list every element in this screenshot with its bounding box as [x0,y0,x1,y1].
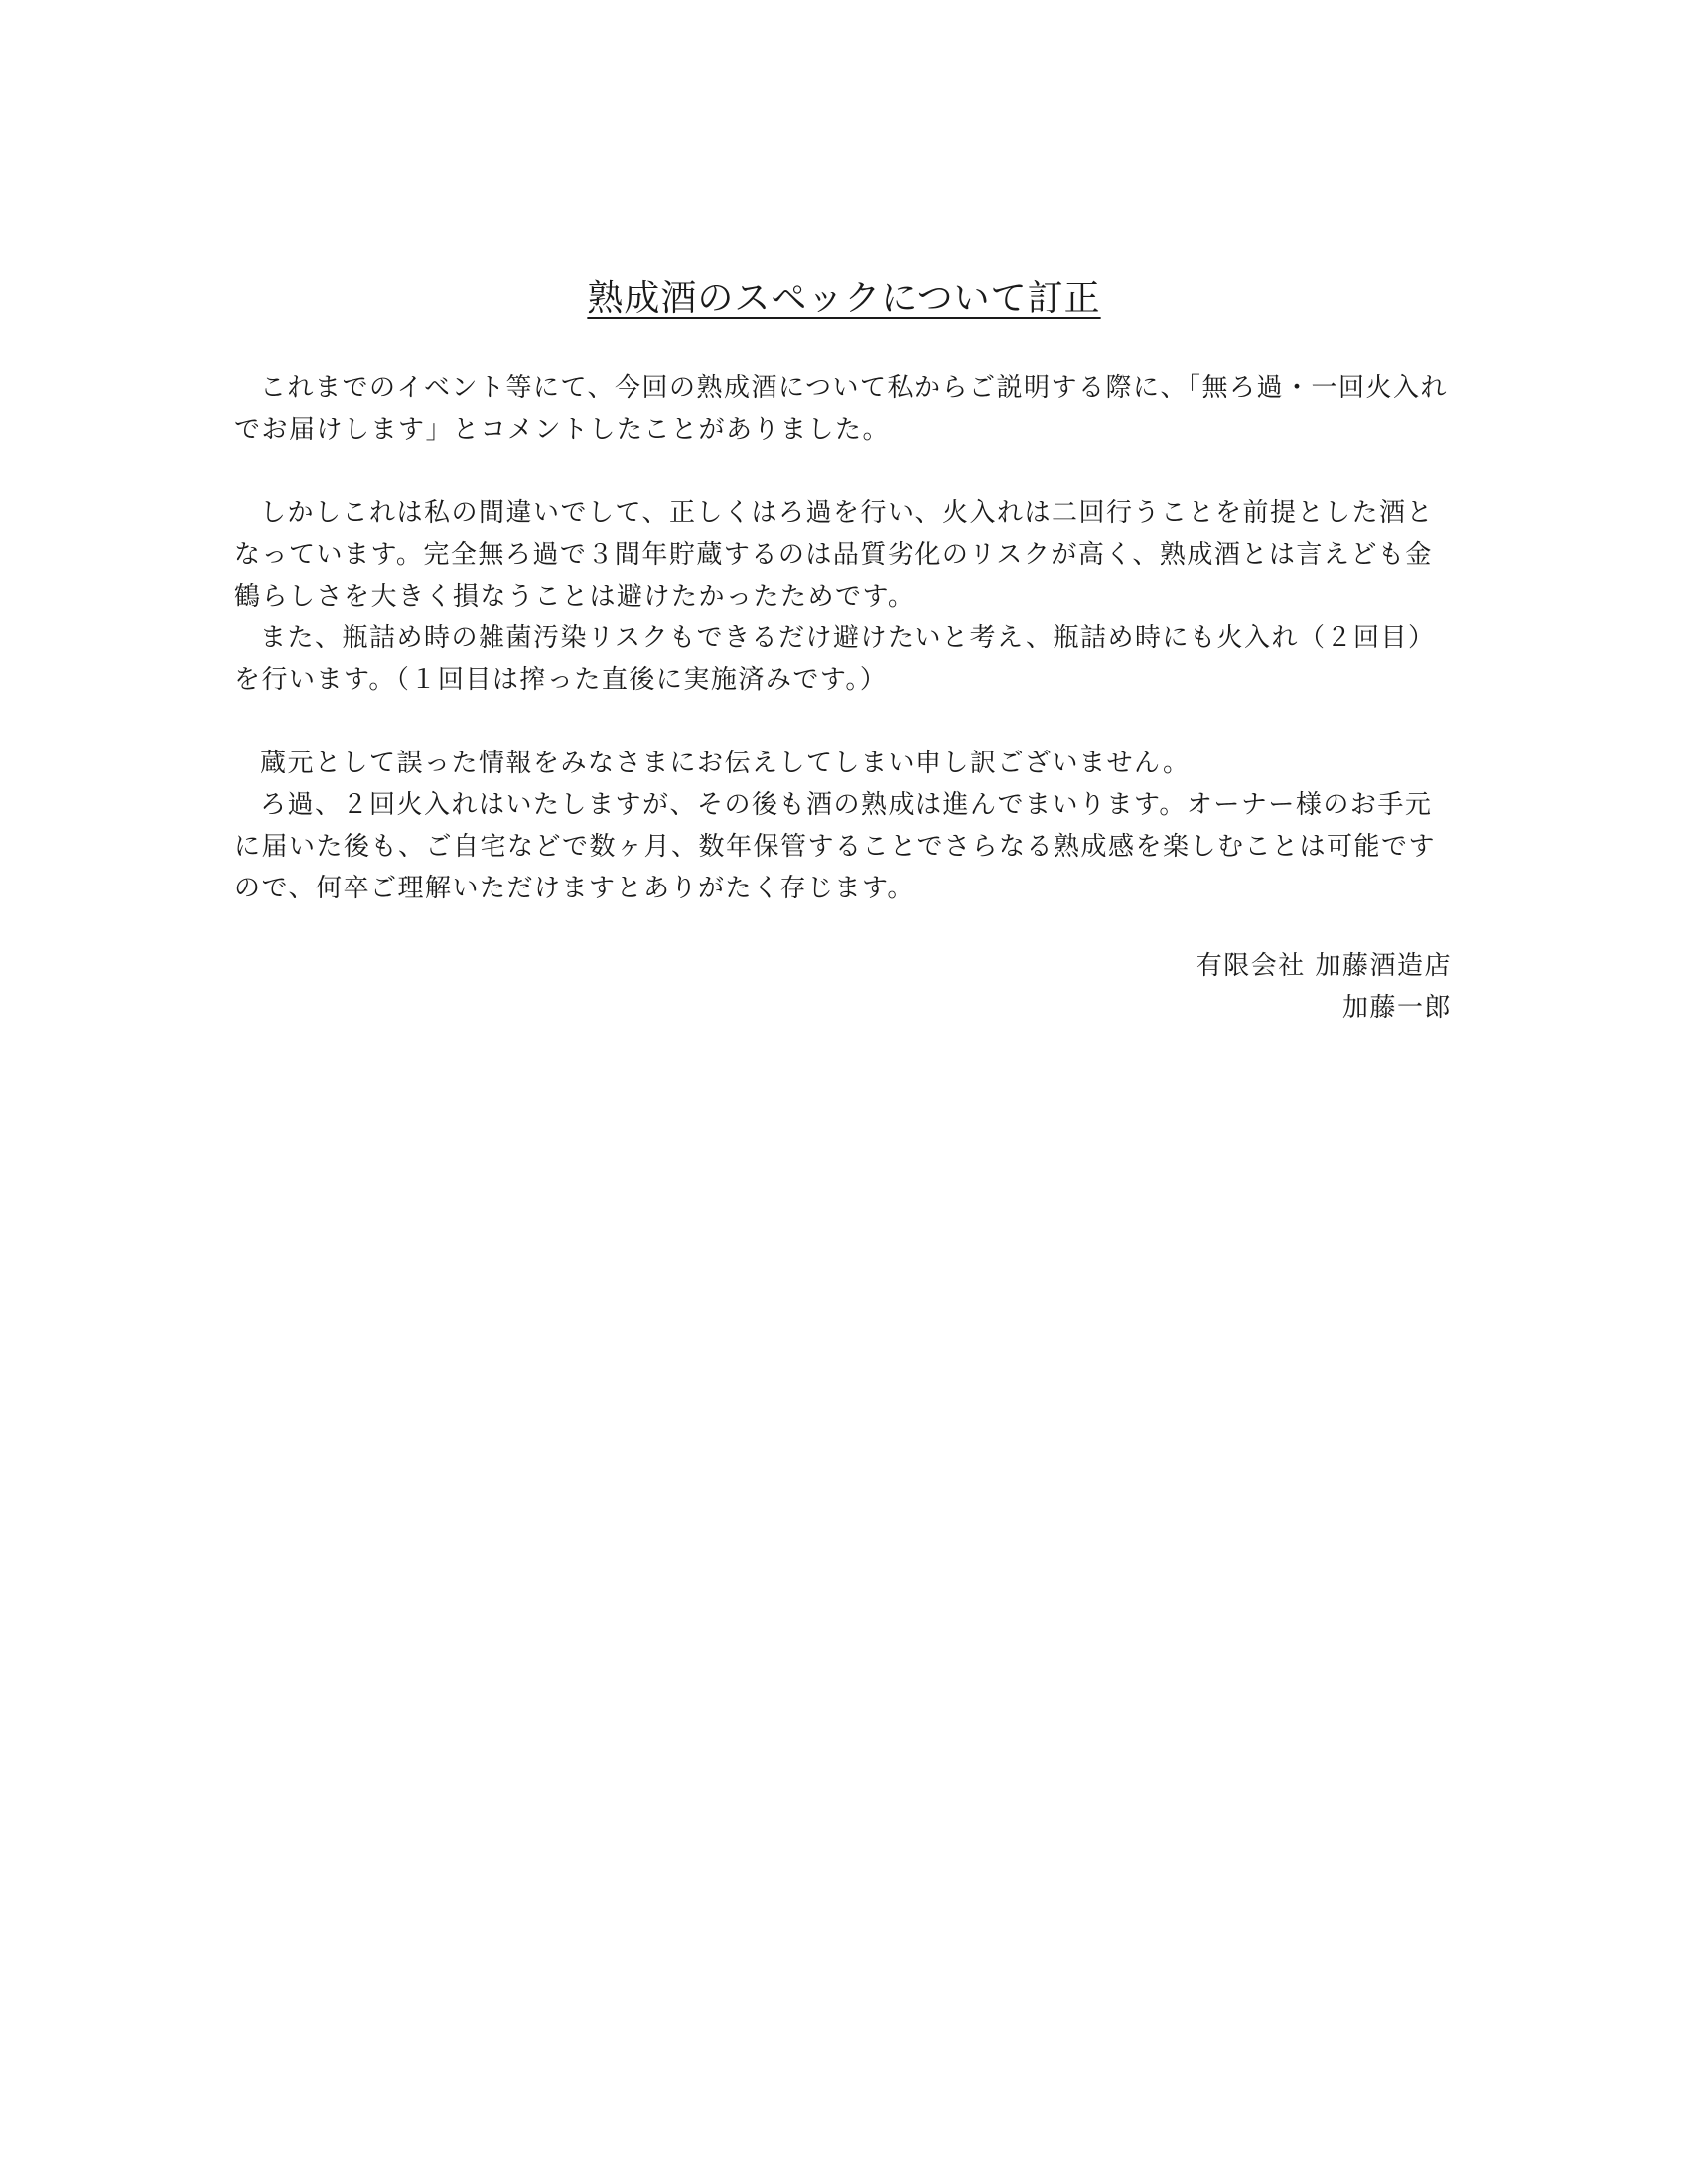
paragraph-spacer [234,701,1456,743]
signature-name: 加藤一郎 [1341,993,1452,1023]
paragraph-1: これまでのイベント等にて、今回の熟成酒について私からご説明する際に、「無ろ過・一回火入れでお届けします」とコメントしたことがありました。 [234,373,1448,445]
document-title [0,272,1688,326]
signature-block [993,945,1452,1028]
paragraph-4: 蔵元として誤った情報をみなさまにお伝えしてしまい申し訳ございません。 [260,749,1191,778]
paragraph-5: ろ過、２回火入れはいたしますが、その後も酒の熟成は進んでまいります。オーナー様のお手元に届いた後も、ご自宅などで数ヶ月、数年保管することでさらなる熟成感を楽しむことは可能ですので、何卒ご理解いただけますとありがたく存じます。 [234,790,1437,903]
signature-company: 有限会社 加藤酒造店 [1196,951,1452,981]
paragraph-3: また、瓶詰め時の雑菌汚染リスクもできるだけ避けたいと考え、瓶詰め時にも火入れ（２回目）を行います。（１回目は搾った直後に実施済みです。） [234,623,1436,695]
document-title-text: 熟成酒のスペックについて訂正 [587,278,1101,319]
paragraph-spacer [234,451,1456,492]
document-body [234,367,1456,909]
paragraph-2: しかしこれは私の間違いでして、正しくはろ過を行い、火入れは二回行うことを前提とした酒となっています。完全無ろ過で３間年貯蔵するのは品質劣化のリスクが高く、熟成酒とは言えども金鶴らしさを大きく損なうことは避けたかったためです。 [234,498,1434,612]
